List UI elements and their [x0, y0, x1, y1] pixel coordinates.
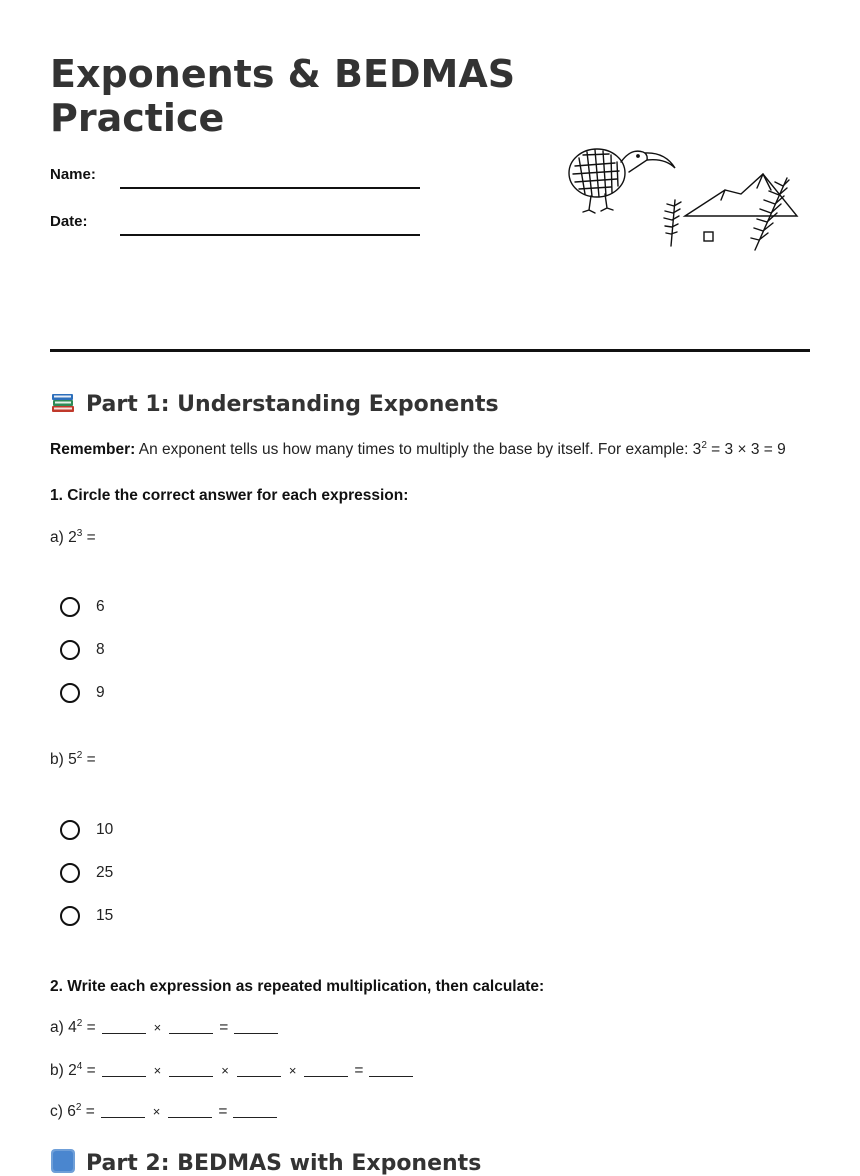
- remember-exponent: 2: [701, 440, 707, 451]
- remember-note: [50, 441, 786, 459]
- answer-blank[interactable]: [237, 1062, 281, 1077]
- question-1b-exponent: 2: [76, 750, 83, 761]
- numbers-icon: [50, 1148, 76, 1174]
- books-icon: [50, 389, 76, 415]
- answer-blank[interactable]: [169, 1019, 213, 1034]
- times-sign: ×: [153, 1063, 162, 1078]
- option-label: 8: [96, 641, 105, 658]
- radio-circle[interactable]: [60, 906, 80, 926]
- question-1b-base: b) 5: [50, 751, 77, 768]
- option-label: 6: [96, 598, 105, 615]
- radio-circle[interactable]: [60, 820, 80, 840]
- option-label: 10: [96, 821, 114, 838]
- radio-circle[interactable]: [60, 597, 80, 617]
- question-2c-eq: =: [81, 1103, 95, 1120]
- section-divider: [50, 349, 810, 352]
- option-label: 15: [96, 907, 114, 924]
- option-label: 9: [96, 684, 105, 701]
- radio-option[interactable]: [60, 681, 105, 705]
- remember-text: An exponent tells us how many times to multiply the base by itself. For example: 3: [135, 441, 702, 458]
- question-2a-eq: =: [82, 1019, 96, 1036]
- equals-sign: =: [219, 1019, 229, 1036]
- times-sign: ×: [152, 1104, 161, 1119]
- answer-blank[interactable]: [234, 1019, 278, 1034]
- answer-blank[interactable]: [369, 1062, 413, 1077]
- answer-blank[interactable]: [169, 1062, 213, 1077]
- answer-blank[interactable]: [168, 1103, 212, 1118]
- equals-sign: =: [218, 1103, 228, 1120]
- radio-circle[interactable]: [60, 863, 80, 883]
- kiwi-landscape-illustration: [565, 138, 805, 253]
- radio-option[interactable]: [60, 638, 105, 662]
- question-2c-exponent: 2: [75, 1102, 82, 1113]
- radio-option[interactable]: [60, 595, 105, 619]
- part2-title: [50, 1148, 481, 1176]
- question-2a: [50, 1019, 284, 1037]
- question-2c-base: c) 6: [50, 1103, 76, 1120]
- date-field-line[interactable]: [120, 234, 420, 236]
- question-1b-equals: =: [82, 751, 96, 768]
- part2-title-text: Part 2: BEDMAS with Exponents: [86, 1151, 482, 1176]
- remember-text-end: = 3 × 3 = 9: [706, 441, 786, 458]
- question-2b-exponent: 4: [76, 1061, 83, 1072]
- question-2b-base: b) 2: [50, 1062, 77, 1079]
- answer-blank[interactable]: [102, 1019, 146, 1034]
- equals-sign: =: [354, 1062, 364, 1079]
- answer-blank[interactable]: [304, 1062, 348, 1077]
- page-title: Exponents & BEDMAS Practice: [50, 52, 516, 140]
- part1-title: [50, 389, 499, 417]
- name-field-line[interactable]: [120, 187, 420, 189]
- radio-option[interactable]: [60, 904, 113, 928]
- times-sign: ×: [221, 1063, 229, 1078]
- name-label: Name:: [50, 166, 96, 183]
- radio-circle[interactable]: [60, 640, 80, 660]
- question-1-heading: 1. Circle the correct answer for each expression:: [50, 487, 409, 504]
- question-1a-base: a) 2: [50, 529, 77, 546]
- question-2a-exponent: 2: [76, 1018, 83, 1029]
- answer-blank[interactable]: [101, 1103, 145, 1118]
- radio-circle[interactable]: [60, 683, 80, 703]
- question-1a: [50, 529, 96, 547]
- question-1a-exponent: 3: [76, 528, 83, 539]
- radio-option[interactable]: [60, 861, 113, 885]
- answer-blank[interactable]: [233, 1103, 277, 1118]
- option-label: 25: [96, 864, 114, 881]
- date-label: Date:: [50, 213, 88, 230]
- radio-option[interactable]: [60, 818, 113, 842]
- question-2b-eq: =: [82, 1062, 96, 1079]
- part1-title-text: Part 1: Understanding Exponents: [86, 392, 499, 417]
- question-2-heading: 2. Write each expression as repeated multiplication, then calculate:: [50, 978, 545, 995]
- question-1a-equals: =: [82, 529, 96, 546]
- question-2c: [50, 1103, 283, 1121]
- times-sign: ×: [288, 1063, 297, 1078]
- question-1b: [50, 751, 96, 769]
- remember-label: Remember:: [50, 441, 136, 458]
- question-2b: [50, 1062, 419, 1080]
- times-sign: ×: [153, 1020, 162, 1035]
- question-2a-base: a) 4: [50, 1019, 77, 1036]
- answer-blank[interactable]: [102, 1062, 146, 1077]
